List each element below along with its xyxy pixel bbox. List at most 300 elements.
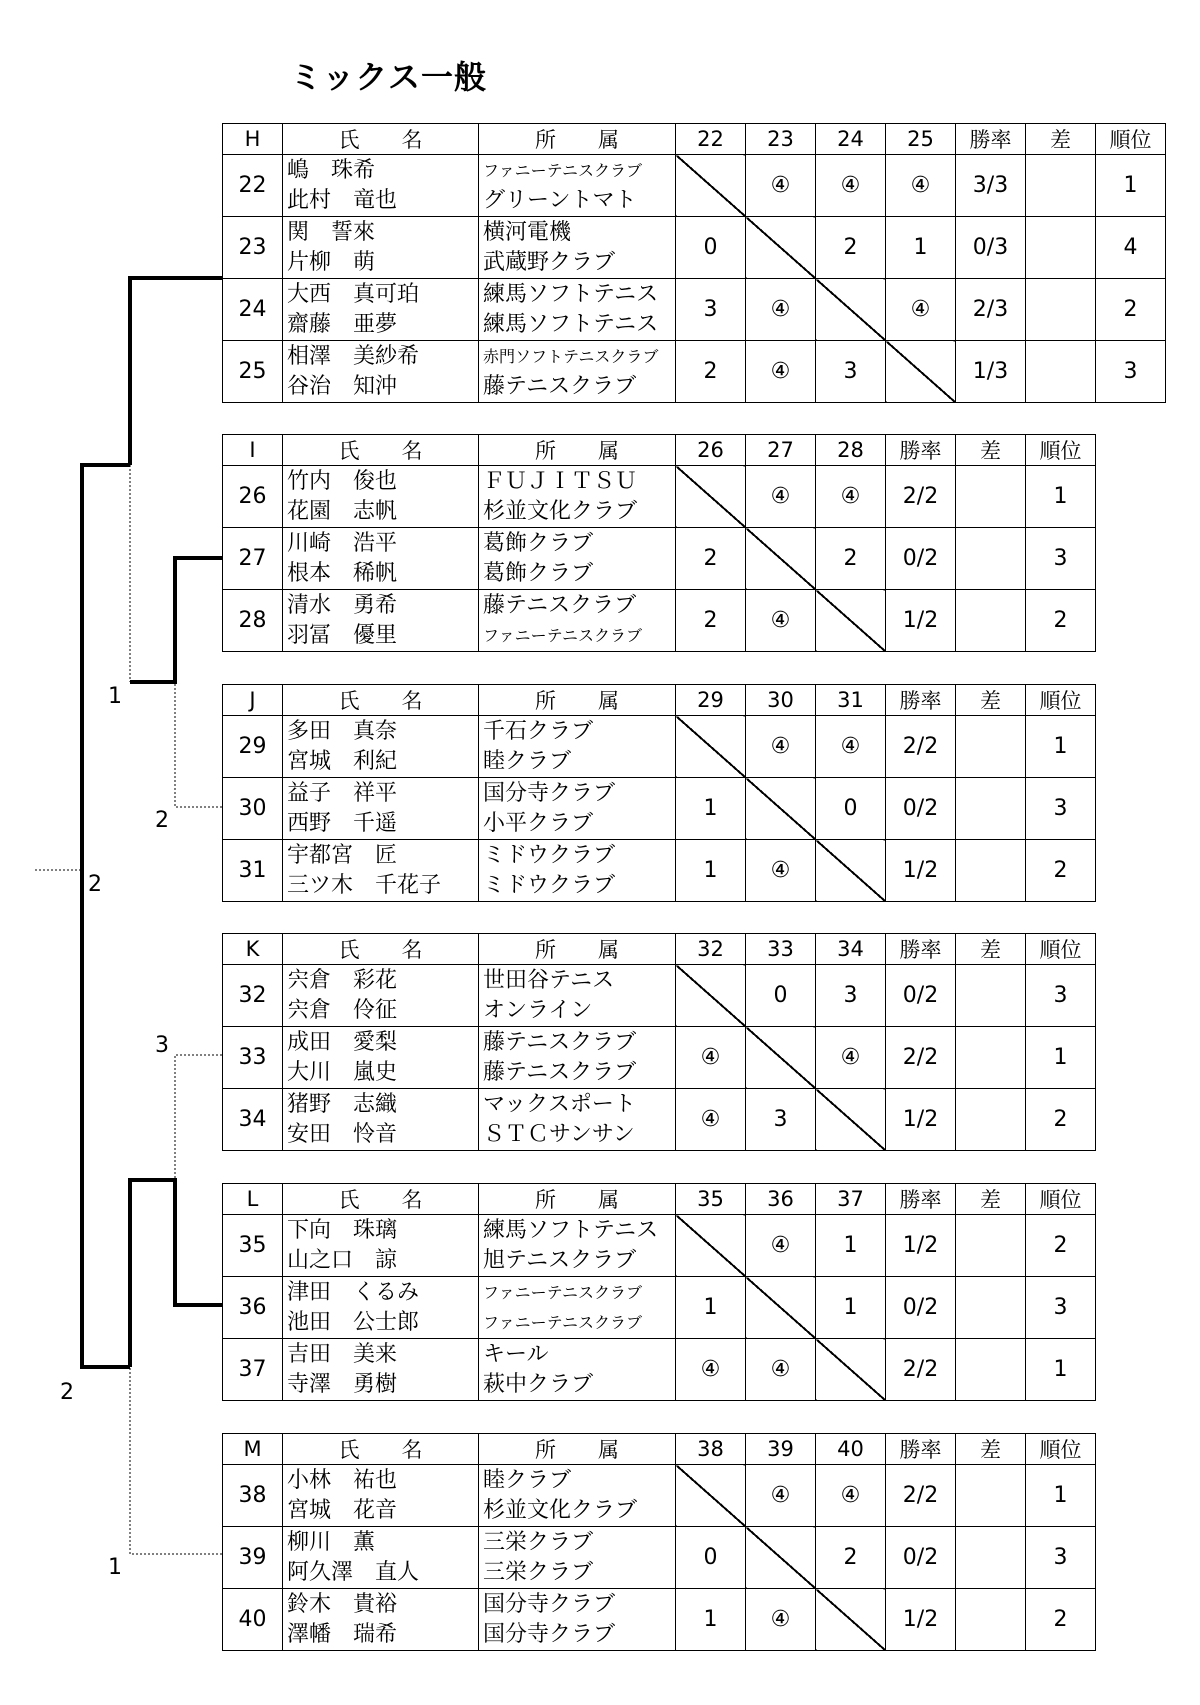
self-match-cell [816,1089,886,1151]
rank: 2 [1026,1589,1096,1651]
match-score: 3 [676,279,746,341]
bracket-label: 2 [155,808,169,833]
table-row [223,840,1096,902]
game-diff [956,1027,1026,1089]
player-name: 宮城 利紀 [287,748,398,774]
header-opponent: 30 [746,685,816,716]
player-name: 阿久澤 直人 [287,1559,420,1585]
entry-affiliations [479,778,676,840]
entry-number: 39 [223,1527,283,1589]
game-diff [956,1215,1026,1277]
self-match-cell [816,840,886,902]
bracket-line-i [130,558,222,682]
rank: 1 [1026,1027,1096,1089]
match-score: 0 [816,778,886,840]
header-affiliation: 所 属 [479,685,676,716]
self-match-cell [676,965,746,1027]
game-diff [956,778,1026,840]
group-id: H [223,124,283,155]
rank: 3 [1026,528,1096,590]
header-opponent: 36 [746,1184,816,1215]
player-name: 関 誓來 [287,219,376,245]
header-diff: 差 [956,934,1026,965]
header-opponent: 23 [746,124,816,155]
entry-number: 30 [223,778,283,840]
header-rank: 順位 [1026,685,1096,716]
self-match-cell [746,1277,816,1339]
win-rate: 1/2 [886,590,956,652]
player-name: 竹内 俊也 [287,468,398,494]
match-score: ④ [746,716,816,778]
club-name: ファニーテニスクラブ [483,1282,643,1302]
rank: 1 [1096,155,1166,217]
win-rate: 1/2 [886,840,956,902]
entry-number: 38 [223,1465,283,1527]
club-name: 武蔵野クラブ [483,249,616,275]
header-opponent: 24 [816,124,886,155]
table-row [223,1339,1096,1401]
club-name: ミドウクラブ [483,842,616,868]
header-opponent: 37 [816,1184,886,1215]
group-table-i [222,434,1096,652]
header-rank: 順位 [1096,124,1166,155]
self-match-cell [816,1589,886,1651]
header-name: 氏 名 [283,435,479,466]
entry-names [283,279,479,341]
match-score: ④ [746,279,816,341]
group-id: K [223,934,283,965]
match-score: ④ [746,590,816,652]
match-score: 0 [676,217,746,279]
club-name: 千石クラブ [483,718,594,744]
table-row [223,1527,1096,1589]
header-opponent: 31 [816,685,886,716]
header-win-rate: 勝率 [886,685,956,716]
player-name: 寺澤 勇樹 [287,1371,398,1397]
entry-affiliations [479,1527,676,1589]
club-name: 萩中クラブ [483,1371,594,1397]
club-name: 練馬ソフトテニス [483,311,659,337]
club-name: 藤テニスクラブ [483,592,637,618]
header-name: 氏 名 [283,1184,479,1215]
rank: 1 [1026,716,1096,778]
bracket-label: 2 [88,872,102,897]
match-score: ④ [676,1089,746,1151]
entry-affiliations [479,965,676,1027]
win-rate: 2/2 [886,1465,956,1527]
header-opponent: 35 [676,1184,746,1215]
entry-affiliations [479,590,676,652]
entry-number: 34 [223,1089,283,1151]
header-diff: 差 [956,1434,1026,1465]
self-match-cell [676,155,746,217]
group-table-h [222,123,1166,403]
entry-names [283,965,479,1027]
match-score: ④ [746,1339,816,1401]
entry-names [283,466,479,528]
match-score: 1 [676,778,746,840]
club-name: ＦＵＪＩＴＳＵ [483,468,638,494]
entry-affiliations [479,1339,676,1401]
match-score: ④ [676,1027,746,1089]
rank: 2 [1026,1089,1096,1151]
rank: 3 [1026,1277,1096,1339]
self-match-cell [746,1027,816,1089]
club-name: 睦クラブ [483,1467,572,1493]
match-score: 2 [676,341,746,403]
group-table-j [222,684,1096,902]
header-name: 氏 名 [283,934,479,965]
club-name: 国分寺クラブ [483,780,616,806]
header-win-rate: 勝率 [886,1184,956,1215]
header-opponent: 29 [676,685,746,716]
rank: 1 [1026,1465,1096,1527]
self-match-cell [816,279,886,341]
match-score: ④ [816,1465,886,1527]
entry-affiliations [479,1277,676,1339]
header-opponent: 33 [746,934,816,965]
club-name: ファニーテニスクラブ [483,160,643,180]
match-score: ④ [746,1215,816,1277]
win-rate: 2/2 [886,1027,956,1089]
header-opponent: 39 [746,1434,816,1465]
header-opponent: 32 [676,934,746,965]
entry-names [283,1589,479,1651]
table-row [223,716,1096,778]
entry-affiliations [479,1215,676,1277]
table-row [223,590,1096,652]
header-opponent: 26 [676,435,746,466]
game-diff [956,528,1026,590]
player-name: 山之口 諒 [287,1247,398,1273]
club-name: 杉並文化クラブ [483,498,638,524]
match-score: 3 [816,341,886,403]
club-name: 睦クラブ [483,748,572,774]
club-name: 国分寺クラブ [483,1591,616,1617]
win-rate: 2/3 [956,279,1026,341]
table-row [223,1465,1096,1527]
win-rate: 1/2 [886,1215,956,1277]
header-diff: 差 [956,1184,1026,1215]
rank: 2 [1026,1215,1096,1277]
table-row [223,155,1166,217]
group-id: M [223,1434,283,1465]
self-match-cell [676,716,746,778]
win-rate: 1/3 [956,341,1026,403]
club-name: 世田谷テニス [483,967,615,993]
win-rate: 2/2 [886,716,956,778]
entry-affiliations [479,217,676,279]
group-id: I [223,435,283,466]
player-name: 大西 真可珀 [287,281,420,307]
page-title: ミックス一般 [290,58,488,96]
match-score: ④ [816,155,886,217]
entry-affiliations [479,341,676,403]
entry-affiliations [479,279,676,341]
player-name: 大川 嵐史 [287,1059,398,1085]
player-name: 安田 怜音 [287,1121,398,1147]
club-name: 葛飾クラブ [483,560,594,586]
header-affiliation: 所 属 [479,435,676,466]
club-name: オンライン [483,997,593,1023]
entry-names [283,1465,479,1527]
win-rate: 0/2 [886,1277,956,1339]
header-rank: 順位 [1026,1184,1096,1215]
club-name: 赤門ソフトテニスクラブ [483,346,659,366]
player-name: 多田 真奈 [287,718,398,744]
rank: 4 [1096,217,1166,279]
entry-affiliations [479,466,676,528]
match-score: 1 [816,1277,886,1339]
win-rate: 0/2 [886,778,956,840]
club-name: 横河電機 [483,219,572,245]
entry-names [283,1339,479,1401]
player-name: 柳川 薫 [287,1529,376,1555]
bracket-line-h [130,278,222,465]
header-diff: 差 [956,685,1026,716]
club-name: 杉並文化クラブ [483,1497,638,1523]
win-rate: 0/2 [886,965,956,1027]
header-win-rate: 勝率 [886,934,956,965]
group-table-k [222,933,1096,1151]
club-name: 小平クラブ [483,810,594,836]
match-score: ④ [746,155,816,217]
match-score: 1 [676,1277,746,1339]
rank: 2 [1026,590,1096,652]
entry-affiliations [479,528,676,590]
table-row [223,528,1096,590]
match-score: 3 [816,965,886,1027]
table-row [223,466,1096,528]
player-name: 下向 珠璃 [287,1217,398,1243]
entry-number: 33 [223,1027,283,1089]
self-match-cell [816,590,886,652]
club-name: 藤テニスクラブ [483,373,637,399]
club-name: キール [483,1341,549,1367]
entry-names [283,1215,479,1277]
header-name: 氏 名 [283,1434,479,1465]
club-name: 葛飾クラブ [483,530,594,556]
game-diff [956,716,1026,778]
club-name: 三栄クラブ [483,1559,594,1585]
player-name: 吉田 美来 [287,1341,398,1367]
win-rate: 2/2 [886,1339,956,1401]
bracket-label: 1 [108,684,122,709]
self-match-cell [746,528,816,590]
player-name: 宮城 花音 [287,1497,398,1523]
player-name: 清水 勇希 [287,592,398,618]
club-name: ＳＴＣサンサン [483,1121,635,1147]
club-name: 藤テニスクラブ [483,1059,637,1085]
header-opponent: 34 [816,934,886,965]
group-id: L [223,1184,283,1215]
entry-names [283,341,479,403]
club-name: 三栄クラブ [483,1529,594,1555]
game-diff [956,1277,1026,1339]
entry-number: 26 [223,466,283,528]
entry-affiliations [479,1089,676,1151]
match-score: ④ [886,279,956,341]
game-diff [956,1527,1026,1589]
header-diff: 差 [1026,124,1096,155]
entry-affiliations [479,716,676,778]
entry-names [283,528,479,590]
match-score: 2 [816,217,886,279]
match-score: ④ [746,1465,816,1527]
table-row [223,965,1096,1027]
win-rate: 1/2 [886,1589,956,1651]
match-score: 1 [676,1589,746,1651]
player-name: 三ツ木 千花子 [287,872,442,898]
entry-names [283,716,479,778]
match-score: 3 [746,1089,816,1151]
self-match-cell [676,1465,746,1527]
entry-number: 28 [223,590,283,652]
bracket-line-l [130,1180,222,1367]
table-row [223,217,1166,279]
bracket-label: 1 [108,1555,122,1580]
match-score: 2 [816,1527,886,1589]
header-opponent: 22 [676,124,746,155]
self-match-cell [816,1339,886,1401]
match-score: ④ [746,466,816,528]
entry-number: 40 [223,1589,283,1651]
game-diff [956,965,1026,1027]
player-name: 齋藤 亜夢 [287,311,398,337]
game-diff [1026,155,1096,217]
header-rank: 順位 [1026,1434,1096,1465]
rank: 2 [1026,840,1096,902]
header-affiliation: 所 属 [479,124,676,155]
entry-number: 36 [223,1277,283,1339]
player-name: 猪野 志織 [287,1091,398,1117]
win-rate: 3/3 [956,155,1026,217]
player-name: 宍倉 彩花 [287,967,398,993]
club-name: グリーントマト [483,187,637,213]
club-name: 練馬ソフトテニス [483,1217,659,1243]
match-score: 2 [676,528,746,590]
self-match-cell [746,217,816,279]
header-rank: 順位 [1026,934,1096,965]
match-score: ④ [746,840,816,902]
match-score: ④ [816,1027,886,1089]
entry-affiliations [479,1589,676,1651]
header-affiliation: 所 属 [479,1434,676,1465]
player-name: 池田 公士郎 [287,1309,420,1335]
header-opponent: 25 [886,124,956,155]
win-rate: 0/3 [956,217,1026,279]
header-opponent: 40 [816,1434,886,1465]
player-name: 宍倉 伶征 [287,997,398,1023]
header-win-rate: 勝率 [886,435,956,466]
club-name: 藤テニスクラブ [483,1029,637,1055]
table-row [223,279,1166,341]
rank: 2 [1096,279,1166,341]
self-match-cell [746,778,816,840]
player-name: 川崎 浩平 [287,530,398,556]
player-name: 成田 愛梨 [287,1029,398,1055]
player-name: 谷治 知沖 [287,373,398,399]
match-score: 1 [676,840,746,902]
club-name: ファニーテニスクラブ [483,1312,643,1332]
rank: 3 [1026,778,1096,840]
group-table-l [222,1183,1096,1401]
group-id: J [223,685,283,716]
match-score: 0 [746,965,816,1027]
entry-names [283,1527,479,1589]
player-name: 小林 祐也 [287,1467,398,1493]
bracket-line-m-dotted [130,1367,222,1554]
entry-affiliations [479,840,676,902]
match-score: ④ [816,716,886,778]
entry-number: 27 [223,528,283,590]
match-score: ④ [746,341,816,403]
player-name: 澤幡 瑞希 [287,1621,398,1647]
table-row [223,1215,1096,1277]
player-name: 宇都宮 匠 [287,842,398,868]
bracket-line-lower-join [82,870,130,1367]
entry-number: 24 [223,279,283,341]
club-name: 練馬ソフトテニス [483,281,659,307]
self-match-cell [676,466,746,528]
header-diff: 差 [956,435,1026,466]
game-diff [956,466,1026,528]
game-diff [1026,217,1096,279]
header-opponent: 28 [816,435,886,466]
bracket-line-upper-join [82,465,130,870]
entry-affiliations [479,1027,676,1089]
entry-number: 22 [223,155,283,217]
game-diff [956,1589,1026,1651]
table-row [223,341,1166,403]
match-score: 1 [886,217,956,279]
header-opponent: 27 [746,435,816,466]
club-name: 旭テニスクラブ [483,1247,637,1273]
self-match-cell [676,1215,746,1277]
rank: 3 [1026,1527,1096,1589]
club-name: ファニーテニスクラブ [483,625,643,645]
match-score: 2 [676,590,746,652]
match-score: 0 [676,1527,746,1589]
header-name: 氏 名 [283,124,479,155]
table-row [223,1027,1096,1089]
entry-names [283,778,479,840]
match-score: 2 [816,528,886,590]
match-score: ④ [886,155,956,217]
table-row [223,1589,1096,1651]
player-name: 花園 志帆 [287,498,398,524]
table-row [223,1277,1096,1339]
header-opponent: 38 [676,1434,746,1465]
entry-names [283,217,479,279]
player-name: 羽冨 優里 [287,622,398,648]
entry-affiliations [479,1465,676,1527]
bracket-label: 2 [60,1380,74,1405]
bracket-line-j-dotted [175,682,222,807]
self-match-cell [886,341,956,403]
entry-names [283,155,479,217]
club-name: ミドウクラブ [483,872,616,898]
entry-number: 32 [223,965,283,1027]
header-rank: 順位 [1026,435,1096,466]
entry-names [283,840,479,902]
game-diff [956,590,1026,652]
win-rate: 0/2 [886,528,956,590]
entry-number: 31 [223,840,283,902]
header-win-rate: 勝率 [956,124,1026,155]
entry-affiliations [479,155,676,217]
group-table-m [222,1433,1096,1651]
